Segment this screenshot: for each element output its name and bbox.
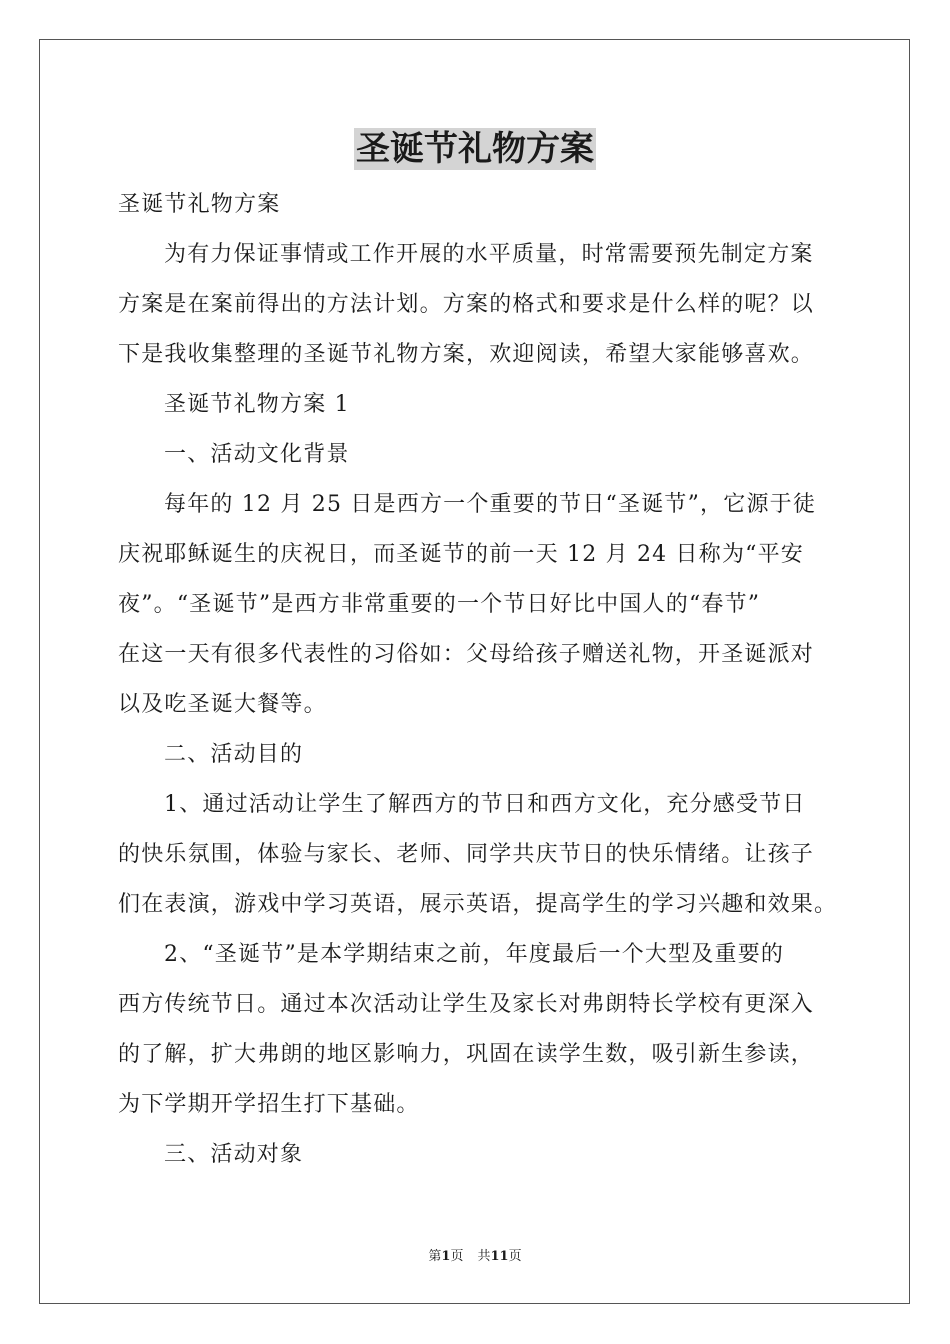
footer-page-number: 1	[441, 1249, 451, 1264]
text-line: 方案是在案前得出的方法计划。方案的格式和要求是什么样的呢？以	[118, 292, 815, 317]
text-line: 二、活动目的	[164, 742, 304, 767]
footer-page-prefix: 第	[428, 1249, 442, 1264]
text-line: 夜”。“圣诞节”是西方非常重要的一个节日好比中国人的“春节”	[118, 592, 761, 617]
text-line: 们在表演，游戏中学习英语，展示英语，提高学生的学习兴趣和效果。	[118, 892, 838, 917]
footer-total-pages: 11	[490, 1249, 509, 1264]
text-line: 西方传统节日。通过本次活动让学生及家长对弗朗特长学校有更深入	[118, 992, 815, 1017]
text-line: 圣诞节礼物方案 1	[164, 392, 350, 417]
document-body	[118, 180, 840, 1180]
text-line: 三、活动对象	[164, 1142, 304, 1167]
text-line: 的了解，扩大弗朗的地区影响力，巩固在读学生数，吸引新生参读，	[118, 1042, 815, 1067]
text-line: 2、“圣诞节”是本学期结束之前，年度最后一个大型及重要的	[164, 942, 785, 967]
text-line: 下是我收集整理的圣诞节礼物方案，欢迎阅读，希望大家能够喜欢。	[118, 342, 815, 367]
text-line: 1、通过活动让学生了解西方的节日和西方文化，充分感受节日	[164, 792, 806, 817]
text-line: 在这一天有很多代表性的习俗如：父母给孩子赠送礼物，开圣诞派对	[118, 642, 815, 667]
text-line: 庆祝耶稣诞生的庆祝日，而圣诞节的前一天 12 月 24 日称为“平安	[118, 542, 805, 567]
footer-total-suffix: 页	[508, 1249, 522, 1264]
text-line: 为有力保证事情或工作开展的水平质量，时常需要预先制定方案	[164, 242, 814, 267]
document-title: 圣诞节礼物方案	[356, 129, 594, 169]
text-line: 的快乐氛围，体验与家长、老师、同学共庆节日的快乐情绪。让孩子	[118, 842, 815, 867]
text-line: 为下学期开学招生打下基础。	[118, 1092, 420, 1117]
text-line: 一、活动文化背景	[164, 442, 350, 467]
text-line: 每年的 12 月 25 日是西方一个重要的节日“圣诞节”，它源于徒	[164, 492, 817, 517]
text-line: 以及吃圣诞大餐等。	[118, 692, 327, 717]
footer-total-prefix: 共	[477, 1249, 491, 1264]
title-container	[0, 128, 950, 170]
footer-page-suffix: 页	[450, 1249, 464, 1264]
text-line: 圣诞节礼物方案	[118, 192, 281, 217]
page-footer	[0, 1245, 950, 1264]
